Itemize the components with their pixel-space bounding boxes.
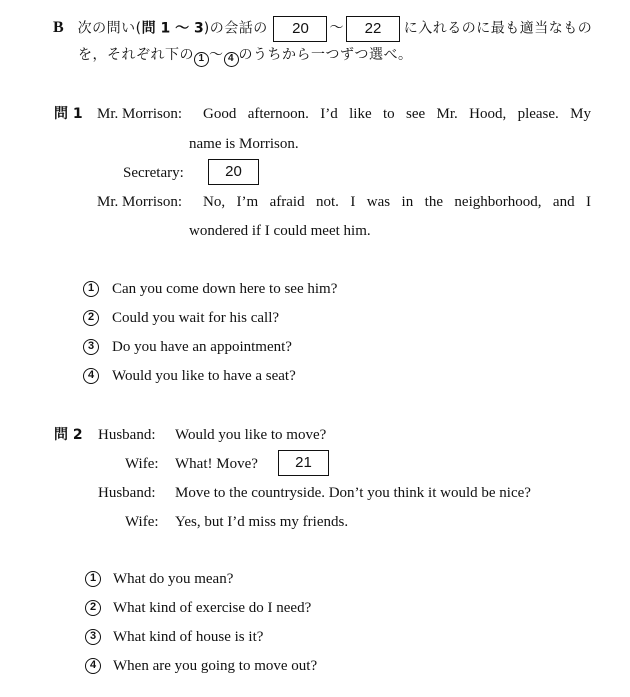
speaker-label: Husband: <box>98 485 156 501</box>
option-number-3: 3 <box>85 629 101 645</box>
dialogue-line: No, I’m afraid not. I was in the neighborhood, and I <box>203 194 591 210</box>
option-text: When are you going to move out? <box>113 658 318 674</box>
option-number-1: 1 <box>85 571 101 587</box>
speaker-label: Mr. Morrison: <box>97 194 183 210</box>
tilde: ～ <box>209 47 224 63</box>
dialogue-line: Would you like to move? <box>175 427 327 443</box>
speaker-label: Wife: <box>125 456 159 472</box>
question-1-label: 問 1 <box>54 106 83 122</box>
dialogue-line: name is Morrison. <box>189 136 299 152</box>
speaker-label: Secretary: <box>123 165 184 181</box>
speaker-label: Wife: <box>125 514 159 530</box>
answer-box-20: 20 <box>208 159 259 185</box>
instruction-text: のうちから一つずつ選べ。 <box>238 47 413 63</box>
instruction-text: を，それぞれ下の <box>78 47 194 63</box>
speaker-label: Husband: <box>98 427 156 443</box>
option-text: Could you wait for his call? <box>112 310 280 326</box>
option-number-4: 4 <box>83 368 99 384</box>
question-range: 問 1 ～ 3 <box>141 20 204 37</box>
tilde: ～ <box>329 20 344 37</box>
blank-wrapper <box>208 159 259 185</box>
option-text: Would you like to have a seat? <box>112 368 296 384</box>
instruction-text: に入れるのに最も適当なもの <box>403 20 593 37</box>
option-number-2: 2 <box>83 310 99 326</box>
instruction-text: 次の問い( <box>77 20 142 37</box>
option-text: Do you have an appointment? <box>112 339 292 355</box>
option-number-3: 3 <box>83 339 99 355</box>
option-number-2: 2 <box>85 600 101 616</box>
question-2-label: 問 2 <box>54 427 83 443</box>
answer-box-end: 22 <box>346 16 400 42</box>
option-number-4: 4 <box>85 658 101 674</box>
instruction-line-1 <box>53 16 592 42</box>
circle-number-4: 4 <box>224 52 239 67</box>
blank-wrapper <box>278 450 329 476</box>
dialogue-line: What! Move? <box>175 456 258 472</box>
instruction-text: )の会話の <box>203 20 268 37</box>
section-letter: B <box>53 19 64 37</box>
circle-number-1: 1 <box>194 52 209 67</box>
dialogue-line: Good afternoon. I’d like to see Mr. Hood, please. My <box>203 106 591 122</box>
dialogue-line: wondered if I could meet him. <box>189 223 371 239</box>
speaker-label: Mr. Morrison: <box>97 106 183 122</box>
dialogue-line: Yes, but I’d miss my friends. <box>175 514 349 530</box>
option-number-1: 1 <box>83 281 99 297</box>
instruction-line-2 <box>78 45 413 67</box>
answer-box-start: 20 <box>273 16 327 42</box>
option-text: What do you mean? <box>113 571 234 587</box>
answer-box-21: 21 <box>278 450 329 476</box>
option-text: What kind of house is it? <box>113 629 264 645</box>
dialogue-line: Move to the countryside. Don’t you think it would be nice? <box>175 485 531 501</box>
option-text: Can you come down here to see him? <box>112 281 338 297</box>
option-text: What kind of exercise do I need? <box>113 600 312 616</box>
